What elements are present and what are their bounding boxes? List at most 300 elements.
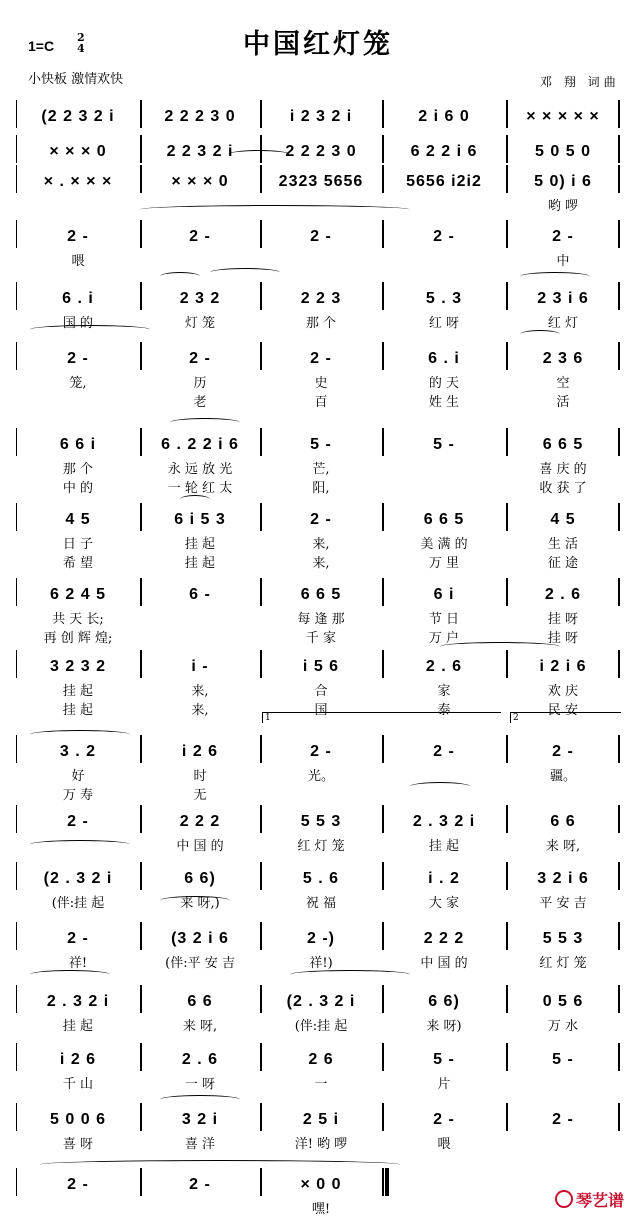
bar-line [260, 985, 262, 1013]
measure: (2 2 3 2 i [41, 108, 115, 125]
measure: 5 - [433, 1051, 455, 1068]
measure: 6 2 2 i 6 [410, 143, 478, 160]
lyric-segment: 笼, [69, 376, 87, 391]
lyric-segment: 喂 [437, 1137, 451, 1152]
lyric-segment: 灯 笼 [184, 316, 216, 331]
lyric-segment: 泰 [437, 703, 451, 718]
measure: 6 2 4 5 [50, 586, 106, 603]
bar-line [140, 165, 142, 193]
bar-line [16, 578, 17, 606]
note-line [16, 1043, 620, 1069]
lyric-segment: 中 [556, 254, 570, 269]
measure: × . × × × [43, 173, 113, 190]
lyric-segment: 万 里 [428, 556, 460, 571]
bar-line [506, 282, 508, 310]
measure: 2 - [67, 228, 89, 245]
bar-line [506, 100, 508, 128]
bar-line [16, 282, 17, 310]
measure: 6 6 [187, 993, 213, 1010]
time-signature-top: 2 [77, 31, 85, 44]
bar-line [506, 650, 508, 678]
lyric-segment: 来 呀, [182, 1019, 218, 1034]
bar-line [382, 922, 384, 950]
measure: 2 . 6 [544, 586, 582, 603]
bar-line [260, 428, 262, 456]
lyric-segment: 来, [312, 537, 330, 552]
measure: 2 - [67, 1176, 89, 1193]
bar-line [16, 220, 17, 248]
slur [180, 495, 210, 504]
measure: 4 5 [550, 511, 576, 528]
bar-line [260, 165, 262, 193]
bar-line [506, 1043, 508, 1071]
measure: i . 2 [428, 870, 460, 887]
measure: 2 . 6 [181, 1051, 219, 1068]
bar-line [382, 805, 384, 833]
song-title: 中国红灯笼 [243, 29, 393, 60]
bar-line [618, 135, 620, 163]
bar-line [382, 282, 384, 310]
lyric-segment: 再 创 辉 煌; [43, 631, 113, 646]
lyric-segment: 的 天 [428, 376, 460, 391]
lyric-segment: 平 安 吉 [539, 896, 587, 911]
time-signature [77, 32, 85, 54]
bar-line [382, 342, 384, 370]
lyric-segment: 祝 福 [305, 896, 337, 911]
measure: 6 6) [428, 993, 460, 1010]
bar-line [382, 428, 384, 456]
volta-bracket-first: 1 [262, 712, 501, 723]
lyric-segment: 征 途 [547, 556, 579, 571]
bar-line [140, 1168, 142, 1196]
note-line [16, 985, 620, 1011]
lyric-segment: 史 [314, 376, 328, 391]
measure: 2 - [67, 813, 89, 830]
measure: 4 5 [65, 511, 91, 528]
lyric-segment: 家 [437, 684, 451, 699]
measure: 6 i 5 3 [174, 511, 226, 528]
measure: 2 2 2 [423, 930, 465, 947]
lyric-segment: 挂 起 [184, 556, 216, 571]
bar-line [382, 503, 384, 531]
bar-line [382, 578, 384, 606]
bar-line [140, 342, 142, 370]
lyric-segment: 那 个 [305, 316, 337, 331]
lyric-segment: 挂 起 [184, 537, 216, 552]
bar-line [506, 135, 508, 163]
bar-line [618, 342, 620, 370]
measure: 2 - [433, 743, 455, 760]
bar-line [140, 1103, 142, 1131]
measure: 2 - [433, 228, 455, 245]
bar-line [506, 735, 508, 763]
bar-line [140, 220, 142, 248]
bar-line [140, 985, 142, 1013]
measure: 2 - [189, 1176, 211, 1193]
bar-line [506, 165, 508, 193]
bar-line [618, 1043, 620, 1071]
lyric-segment: 洋! 哟 啰 [294, 1137, 348, 1152]
lyric-segment: 来 呀, [545, 839, 581, 854]
measure: 2 -) [307, 930, 335, 947]
lyric-segment: (伴:平 安 吉 [165, 956, 235, 971]
bar-line [506, 922, 508, 950]
lyric-segment: 来, [191, 684, 209, 699]
bar-line [382, 220, 384, 248]
measure: 6 6 5 [423, 511, 465, 528]
lyric-segment: 时 [193, 769, 207, 784]
bar-line [140, 1043, 142, 1071]
slur [160, 272, 200, 281]
lyric-segment: 挂 起 [62, 703, 94, 718]
measure: × × × 0 [49, 143, 107, 160]
measure: 5 - [310, 436, 332, 453]
measure: 6 . 2 2 i 6 [161, 436, 239, 453]
lyric-segment: 来 呀,) [180, 896, 220, 911]
lyric-segment: 喜 庆 的 [539, 462, 587, 477]
bar-line [506, 862, 508, 890]
note-line [16, 805, 620, 831]
lyric-segment: 那 个 [62, 462, 94, 477]
lyric-segment: 万 水 [547, 1019, 579, 1034]
lyric-segment: 老 [193, 395, 207, 410]
lyric-segment: 希 望 [62, 556, 94, 571]
measure: 2 2 3 2 i [166, 143, 234, 160]
bar-line [506, 503, 508, 531]
bar-line [618, 220, 620, 248]
measure: 5 - [433, 436, 455, 453]
measure: 5 . 6 [302, 870, 340, 887]
note-line [16, 135, 620, 161]
final-bar-line [385, 1168, 389, 1196]
bar-line [16, 650, 17, 678]
slur [30, 325, 150, 334]
lyric-segment: 挂 起 [62, 684, 94, 699]
tempo-marking: 小快板 激情欢快 [28, 72, 124, 87]
bar-line [16, 342, 17, 370]
measure: 2 - [189, 350, 211, 367]
measure: 5 . 3 [425, 290, 463, 307]
measure: 3 2 i 6 [537, 870, 589, 887]
note-line [16, 220, 620, 246]
bar-line [618, 428, 620, 456]
logo-text: 琴艺谱 [575, 1193, 624, 1210]
note-line [16, 650, 620, 676]
lyric-segment: 合 [314, 684, 328, 699]
measure: 2 - [310, 228, 332, 245]
lyric-segment: 嘿! [311, 1202, 331, 1217]
measure: 6 . i [62, 290, 94, 307]
bar-line [260, 650, 262, 678]
slur [40, 1160, 400, 1169]
measure: 0 5 6 [542, 993, 584, 1010]
lyric-segment: 大 家 [428, 896, 460, 911]
measure: 2 i 6 0 [418, 108, 470, 125]
measure: 2 - [552, 228, 574, 245]
measure: (3 2 i 6 [171, 930, 229, 947]
key-signature: 1=C [28, 38, 55, 54]
bar-line [506, 985, 508, 1013]
lyric-segment: 中 国 的 [420, 956, 468, 971]
bar-line [618, 985, 620, 1013]
logo-icon [555, 1190, 573, 1208]
bar-line [16, 1103, 17, 1131]
bar-line [382, 165, 384, 193]
measure: 2 - [552, 743, 574, 760]
lyric-segment: 疆。 [549, 769, 576, 784]
bar-line [16, 1043, 17, 1071]
slur [520, 330, 560, 339]
bar-line [506, 578, 508, 606]
measure: 6 i [433, 586, 455, 603]
bar-line [382, 1043, 384, 1071]
slur [30, 840, 130, 849]
note-line [16, 100, 620, 126]
composer-credit: 邓 翔 词曲 [540, 75, 620, 89]
bar-line [260, 282, 262, 310]
lyric-segment: 千 家 [305, 631, 337, 646]
bar-line [140, 100, 142, 128]
lyric-segment: 共 天 长; [52, 612, 104, 627]
lyric-segment: 光。 [307, 769, 334, 784]
measure: 5 0 5 0 [535, 143, 591, 160]
lyric-segment: 中 的 [62, 481, 94, 496]
measure: 2 . 3 2 i [412, 813, 476, 830]
measure: 2 - [310, 350, 332, 367]
lyric-segment: 喂 [71, 254, 85, 269]
note-line [16, 1168, 620, 1194]
bar-line [16, 805, 17, 833]
lyric-segment: 好 [71, 769, 85, 784]
bar-line [260, 100, 262, 128]
lyric-segment: 欢 庆 [547, 684, 579, 699]
lyric-segment: 祥! [68, 956, 88, 971]
bar-line [618, 503, 620, 531]
lyric-segment: 万 户 [428, 631, 460, 646]
lyric-segment: 挂 起 [62, 1019, 94, 1034]
lyric-segment: 美 满 的 [420, 537, 468, 552]
measure: (2 . 3 2 i [43, 870, 113, 887]
bar-line [16, 922, 17, 950]
note-line [16, 862, 620, 888]
bar-line [16, 735, 17, 763]
time-signature-bottom: 4 [77, 42, 85, 55]
measure: 2 . 3 2 i [46, 993, 110, 1010]
lyric-segment: 日 子 [62, 537, 94, 552]
note-line [16, 578, 620, 604]
bar-line [16, 862, 17, 890]
measure: 2 - [189, 228, 211, 245]
bar-line [260, 735, 262, 763]
measure: 2 - [433, 1111, 455, 1128]
measure: i 5 6 [302, 658, 340, 675]
bar-line [260, 1103, 262, 1131]
lyric-segment: 一 呀 [184, 1077, 216, 1092]
slur [520, 272, 590, 281]
measure: 2 3 i 6 [537, 290, 589, 307]
bar-line [618, 282, 620, 310]
lyric-segment: 挂 呀 [547, 612, 579, 627]
note-line [16, 1103, 620, 1129]
lyric-segment: 生 活 [547, 537, 579, 552]
bar-line [16, 428, 17, 456]
lyric-segment: 祥!) [309, 956, 333, 971]
bar-line [506, 220, 508, 248]
measure: i - [191, 658, 209, 675]
bar-line [382, 1103, 384, 1131]
bar-line [140, 503, 142, 531]
measure: 3 . 2 [59, 743, 97, 760]
lyric-segment: 红 灯 笼 [539, 956, 587, 971]
bar-line [618, 862, 620, 890]
lyric-segment: 红 灯 [547, 316, 579, 331]
bar-line [618, 805, 620, 833]
lyric-segment: 一 [314, 1077, 328, 1092]
bar-line [260, 922, 262, 950]
slur [30, 730, 130, 739]
bar-line [506, 1103, 508, 1131]
measure: 2 3 6 [542, 350, 584, 367]
note-line [16, 165, 620, 191]
slur [160, 896, 230, 905]
bar-line [140, 735, 142, 763]
measure: 6 6 i [59, 436, 97, 453]
lyric-segment: 活 [556, 395, 570, 410]
measure: × × × 0 [171, 173, 229, 190]
bar-line [382, 985, 384, 1013]
lyric-segment: 哟 啰 [547, 199, 579, 214]
measure: i 2 3 2 i [289, 108, 353, 125]
measure: 2 - [552, 1111, 574, 1128]
lyric-segment: 片 [437, 1077, 451, 1092]
measure: 3 2 3 2 [50, 658, 106, 675]
slur [290, 970, 410, 979]
bar-line [16, 985, 17, 1013]
lyric-segment: 万 寿 [62, 788, 94, 803]
bar-line [382, 735, 384, 763]
lyric-segment: (伴:挂 起 [294, 1019, 348, 1034]
measure: 2 - [67, 350, 89, 367]
measure: 6 6 [550, 813, 576, 830]
measure: 2 2 2 3 0 [164, 108, 236, 125]
bar-line [140, 922, 142, 950]
bar-line [382, 862, 384, 890]
bar-line [16, 1168, 17, 1196]
lyric-segment: 阳, [312, 481, 330, 496]
lyric-segment: 千 山 [62, 1077, 94, 1092]
bar-line [16, 165, 17, 193]
bar-line [260, 578, 262, 606]
measure: 6 6 5 [542, 436, 584, 453]
measure: 5 - [552, 1051, 574, 1068]
bar-line [260, 862, 262, 890]
measure: i 2 6 [59, 1051, 97, 1068]
bar-line [382, 100, 384, 128]
bar-line [506, 805, 508, 833]
bar-line [618, 650, 620, 678]
bar-line [618, 735, 620, 763]
slur [440, 642, 560, 651]
bar-line [140, 650, 142, 678]
bar-line [260, 805, 262, 833]
lyric-segment: 收 获 了 [539, 481, 587, 496]
lyric-segment: 喜 洋 [184, 1137, 216, 1152]
measure: 5 0) i 6 [534, 173, 592, 190]
measure: 2 2 2 3 0 [285, 143, 357, 160]
bar-line [506, 342, 508, 370]
measure: 2 - [67, 930, 89, 947]
slur [228, 150, 290, 159]
lyric-segment: 每 逢 那 [297, 612, 345, 627]
measure: 2 - [310, 511, 332, 528]
bar-line [618, 578, 620, 606]
measure: 6 6 5 [300, 586, 342, 603]
measure: 6 . i [428, 350, 460, 367]
measure: 5 0 0 6 [50, 1111, 106, 1128]
lyric-segment: 红 呀 [428, 316, 460, 331]
measure: 2 2 2 [179, 813, 221, 830]
bar-line [382, 650, 384, 678]
slur [140, 205, 410, 214]
bar-line [618, 100, 620, 128]
measure: 2323 5656 [278, 173, 364, 190]
measure: (2 . 3 2 i [286, 993, 356, 1010]
measure: i 2 6 [181, 743, 219, 760]
lyric-segment: 来, [312, 556, 330, 571]
measure [386, 1168, 502, 1194]
lyric-segment: 挂 起 [428, 839, 460, 854]
bar-line [260, 503, 262, 531]
slur [410, 782, 470, 791]
lyric-segment: 无 [193, 788, 207, 803]
bar-line [382, 135, 384, 163]
bar-line [260, 342, 262, 370]
bar-line [16, 503, 17, 531]
note-line [16, 342, 620, 368]
bar-line [382, 1168, 384, 1196]
bar-line [618, 1103, 620, 1131]
bar-line [260, 1043, 262, 1071]
measure: 2 3 2 [179, 290, 221, 307]
note-line [16, 282, 620, 308]
measure: 3 2 i [181, 1111, 219, 1128]
measure: 2 . 6 [425, 658, 463, 675]
slur [160, 1095, 240, 1104]
lyric-segment: 中 国 的 [176, 839, 224, 854]
slur [170, 418, 240, 427]
measure: × × × × × [526, 108, 600, 125]
lyric-segment: 姓 生 [428, 395, 460, 410]
publisher-logo [555, 1188, 624, 1211]
note-line [16, 428, 620, 454]
measure: 5656 i2i2 [406, 173, 482, 190]
bar-line [140, 428, 142, 456]
measure: 2 5 i [302, 1111, 340, 1128]
lyric-segment: 百 [314, 395, 328, 410]
slur [30, 970, 110, 979]
bar-line [16, 135, 17, 163]
lyric-segment: 国 的 [62, 316, 94, 331]
lyric-segment: 红 灯 笼 [297, 839, 345, 854]
slur [210, 268, 280, 277]
bar-line [140, 805, 142, 833]
lyric-segment: 节 日 [428, 612, 460, 627]
lyric-segment: 来 呀) [426, 1019, 462, 1034]
bar-line [140, 578, 142, 606]
lyric-segment: 空 [556, 376, 570, 391]
note-line [16, 922, 620, 948]
bar-line [618, 922, 620, 950]
